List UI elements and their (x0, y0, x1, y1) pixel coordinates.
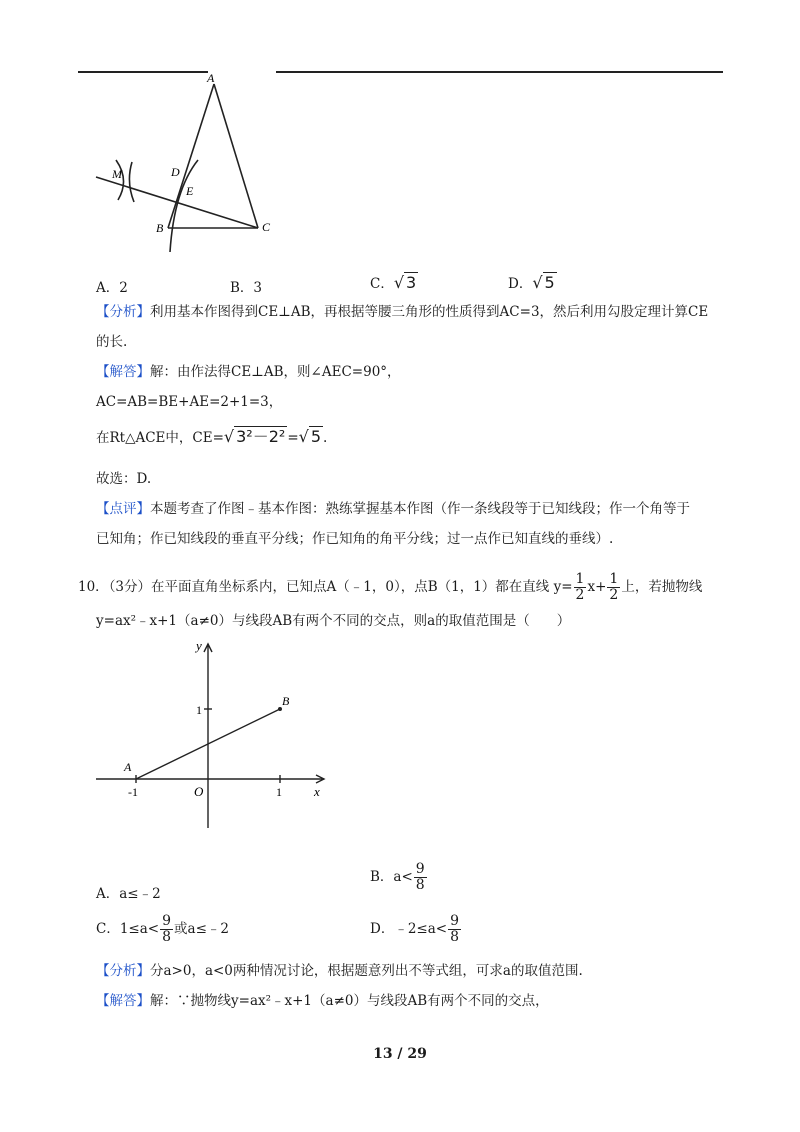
q9-option-c-radicand: 3 (406, 273, 417, 292)
q10-stem-mid: x+ (587, 579, 607, 595)
answer-tag: 【解答】 (96, 364, 150, 380)
answer-tag: 【解答】 (96, 993, 150, 1009)
q9-analysis (96, 303, 708, 321)
coordinate-graph (88, 636, 338, 832)
frac-num: 1 (575, 571, 585, 587)
q9-answer (96, 363, 401, 381)
origin-label: O (194, 784, 204, 799)
frac-den: 8 (162, 929, 172, 945)
q9-answer-radicand: 3²－2² (236, 427, 286, 446)
q10-stem-post: 上，若抛物线 (621, 579, 703, 595)
q9-analysis-cont: 的长. (96, 334, 128, 350)
label-b: B (156, 221, 164, 235)
q9-answer-eq: = (287, 430, 299, 446)
point-a-label: A (124, 760, 132, 774)
q9-answer-line3: 在Rt△ACE中，CE=√ 3²－2² =√ 5 . (96, 427, 328, 446)
q9-option-d: D．√ 5 (508, 273, 555, 292)
q10-option-c-frac (160, 914, 173, 945)
q10-frac-1 (574, 572, 587, 603)
q10-option-c-post: 或a≤﹣2 (174, 921, 229, 937)
tick-x1-label: 1 (276, 785, 282, 799)
q10-option-d-label: D．﹣2≤a< (370, 921, 448, 937)
q9-option-c-label: C． (370, 276, 394, 292)
analysis-tag: 【分析】 (96, 963, 150, 979)
frac-den: 2 (609, 587, 619, 603)
q9-option-b: B．3 (230, 280, 263, 296)
q10-stem-line2: y=ax²﹣x+1（a≠0）与线段AB有两个不同的交点，则a的取值范围是（ ） (96, 613, 571, 629)
x-axis-label: x (314, 784, 320, 799)
header-rule-right (276, 71, 723, 73)
segment-ac (214, 84, 258, 228)
q9-comment (96, 500, 690, 518)
q10-option-b-frac (414, 862, 427, 893)
frac-den: 2 (575, 587, 585, 603)
frac-num: 9 (162, 913, 172, 929)
analysis-tag: 【分析】 (96, 304, 150, 320)
triangle-figure (88, 70, 288, 270)
q9-option-d-label: D． (508, 276, 533, 292)
label-m: M (112, 167, 122, 181)
comment-tag: 【点评】 (96, 501, 150, 517)
q10-option-b (370, 862, 428, 893)
q9-analysis-text: 利用基本作图得到CE⊥AB，再根据等腰三角形的性质得到AC=3，然后利用勾股定理计算CE (150, 304, 709, 320)
q10-answer (96, 992, 549, 1010)
q10-stem-line1 (78, 572, 702, 603)
frac-num: 1 (609, 571, 619, 587)
q9-answer-text: 解：由作法得CE⊥AB，则∠AEC=90°， (150, 364, 401, 380)
q9-answer-end: . (323, 430, 328, 446)
frac-num: 9 (450, 913, 460, 929)
q9-option-d-radicand: 5 (544, 273, 555, 292)
q10-option-b-label: B．a< (370, 869, 413, 885)
q9-comment-text: 本题考查了作图﹣基本作图：熟练掌握基本作图（作一条线段等于已知线段；作一个角等于 (150, 501, 690, 517)
label-a: A (207, 71, 215, 85)
question-number: 10． (78, 579, 109, 595)
q10-option-c (96, 914, 229, 945)
label-c: C (262, 220, 271, 234)
q10-analysis (96, 962, 583, 980)
frac-den: 8 (450, 929, 460, 945)
q10-answer-text: 解：∵抛物线y=ax²﹣x+1（a≠0）与线段AB有两个不同的交点， (150, 993, 549, 1009)
q9-choose: 故选：D. (96, 471, 152, 487)
q10-option-d (370, 914, 462, 945)
q9-answer-radicand2: 5 (310, 427, 322, 446)
tick-y1-label: 1 (196, 703, 202, 717)
q10-analysis-text: 分a>0，a<0两种情况讨论，根据题意列出不等式组，可求a的取值范围. (150, 963, 583, 979)
q9-answer-line3-pre: 在Rt△ACE中，CE= (96, 430, 224, 446)
point-b-label: B (282, 694, 290, 708)
q10-option-d-frac (448, 914, 461, 945)
q10-stem-pre: （3分）在平面直角坐标系内，已知点A（﹣1，0），点B（1，1）都在直线 y= (108, 579, 573, 595)
q9-answer-line2: AC=AB=BE+AE=2+1=3， (96, 394, 283, 410)
q9-option-a: A．2 (96, 280, 128, 296)
tick-xm1-label: -1 (128, 785, 138, 799)
frac-num: 9 (415, 861, 425, 877)
frac-den: 8 (415, 877, 425, 893)
q10-option-a: A．a≤﹣2 (96, 886, 161, 902)
q9-comment-cont: 已知角；作已知线段的垂直平分线；作已知角的角平分线；过一点作已知直线的垂线）. (96, 531, 614, 547)
y-axis-label: y (196, 638, 202, 653)
label-d: D (171, 165, 180, 179)
label-e: E (186, 184, 194, 198)
page-number: 13 / 29 (373, 1046, 427, 1062)
q10-frac-2 (607, 572, 620, 603)
q9-option-c: C．√ 3 (370, 273, 417, 292)
arc-m2 (129, 162, 134, 202)
q10-option-c-label: C．1≤a< (96, 921, 160, 937)
